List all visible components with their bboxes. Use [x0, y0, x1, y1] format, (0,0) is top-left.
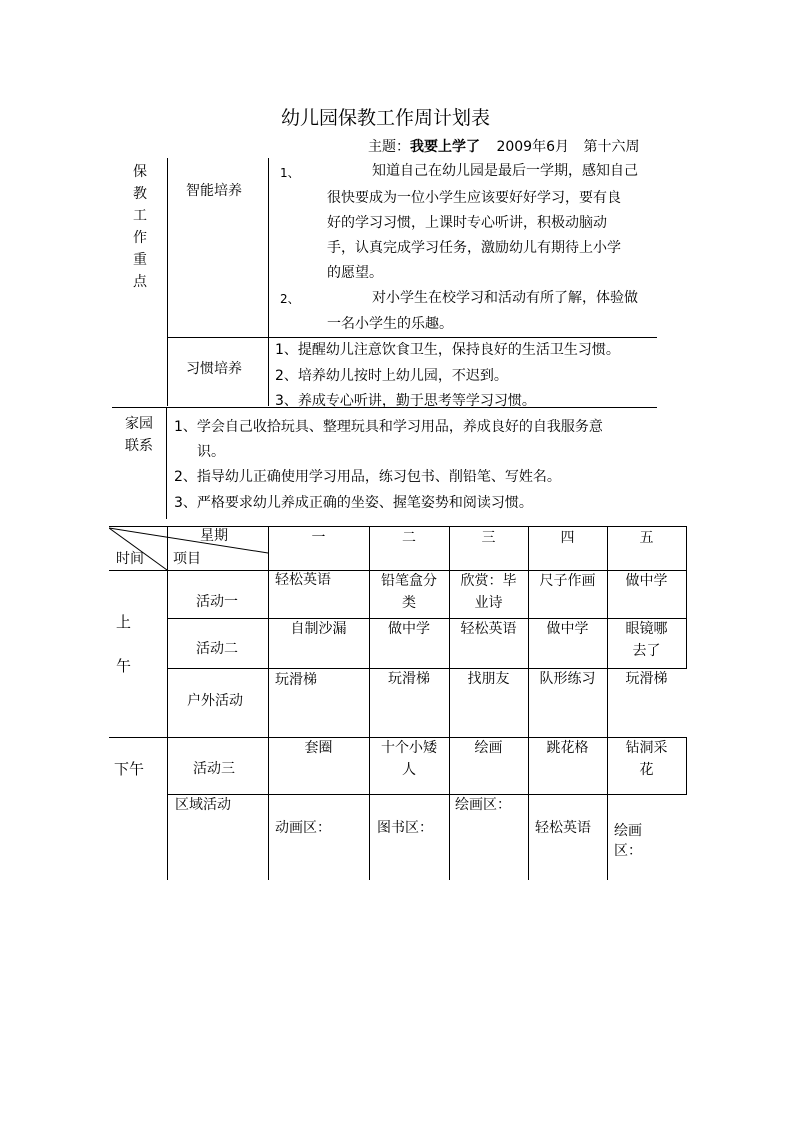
header-xiangmu: 项目 [173, 551, 201, 567]
subtitle [368, 140, 639, 154]
table-cell: 绘画 [474, 740, 503, 756]
divider [268, 158, 269, 406]
text-line: 对小学生在校学习和活动有所了解，体验做 [372, 290, 638, 306]
table-cell: 图书区： [377, 820, 433, 836]
table-cell: 轻松英语 [460, 621, 517, 637]
table-cell: 玩滑梯 [625, 671, 668, 687]
grid-line [167, 526, 168, 880]
table-cell: 轻松英语 [275, 572, 331, 588]
grid-line [167, 794, 687, 795]
text-line: 一名小学生的乐趣。 [327, 316, 453, 332]
table-cell: 做中学 [388, 621, 430, 637]
divider [167, 158, 168, 406]
table-cell: 十个小矮 人 [381, 740, 437, 778]
text-line: 2、指导幼儿正确使用学习用品，练习包书、削铅笔、写姓名。 [174, 469, 561, 485]
text-line: 3、养成专心听讲，勤于思考等学习习惯。 [275, 393, 536, 409]
day-header: 一 [311, 530, 326, 546]
morning-label-2: 午 [116, 657, 132, 675]
morning-label-1: 上 [116, 613, 132, 631]
table-cell: 跳花格 [546, 740, 589, 756]
row-label: 活动一 [196, 594, 238, 610]
table-cell: 欣赏：毕 业诗 [460, 573, 517, 611]
text-line: 1、提醒幼儿注意饮食卫生，保持良好的生活卫生习惯。 [275, 342, 620, 358]
day-header: 四 [560, 530, 575, 546]
day-header: 五 [639, 530, 654, 546]
text-line: 识。 [197, 444, 225, 460]
item-number: 2、 [280, 292, 300, 306]
table-cell: 眼镜哪 去了 [625, 621, 668, 659]
divider [167, 337, 657, 338]
table-cell: 玩滑梯 [275, 672, 317, 688]
table-cell: 铅笔盒分 类 [381, 573, 437, 611]
text-line: 2、培养幼儿按时上幼儿园，不迟到。 [275, 368, 508, 384]
afternoon-label: 下午 [114, 760, 145, 778]
row-label: 活动三 [193, 761, 235, 777]
day-header: 二 [402, 530, 416, 546]
xiguan-label: 习惯培养 [186, 361, 242, 377]
grid-line [268, 526, 269, 880]
day-header: 三 [481, 530, 496, 546]
text-line: 很快要成为一位小学生应该要好好学习，要有良 [327, 190, 621, 206]
table-cell: 做中学 [546, 621, 589, 637]
text-line: 好的学习习惯，上课时专心听讲，积极动脑动 [327, 215, 607, 231]
divider [166, 407, 167, 519]
row-label: 活动二 [196, 641, 238, 657]
table-cell: 自制沙漏 [290, 621, 347, 637]
text-line: 手，认真完成学习任务，激励幼儿有期待上小学 [327, 240, 621, 256]
month-value: 2009年6月 [496, 139, 569, 155]
header-xingqi: 星期 [200, 528, 228, 544]
theme-label: 主题： [368, 139, 410, 155]
table-cell: 套圈 [304, 740, 333, 756]
table-cell: 做中学 [625, 573, 668, 589]
header-shijian: 时间 [116, 551, 144, 567]
grid-line [686, 526, 687, 668]
section-label-baojiao: 保 教 工 作 重 点 [133, 164, 147, 290]
text-line: 1、学会自己收拾玩具、整理玩具和学习用品，养成良好的自我服务意 [174, 419, 603, 435]
table-cell: 钻洞采 花 [625, 740, 668, 778]
table-cell: 尺子作画 [539, 573, 596, 589]
section-label-jiayuan: 家园 联系 [125, 416, 153, 454]
week-value: 第十六周 [583, 139, 640, 155]
row-label: 区域活动 [175, 797, 231, 813]
row-label: 户外活动 [187, 693, 243, 709]
table-cell: 玩滑梯 [388, 671, 430, 687]
text-line: 知道自己在幼儿园是最后一学期，感知自己 [372, 163, 638, 179]
table-cell: 绘画区： [455, 797, 511, 813]
zhineng-label: 智能培养 [186, 183, 242, 199]
text-line: 3、严格要求幼儿养成正确的坐姿、握笔姿势和阅读习惯。 [174, 495, 533, 511]
table-cell: 找朋友 [467, 671, 510, 687]
page-title: 幼儿园保教工作周计划表 [281, 107, 491, 129]
table-cell: 轻松英语 [535, 820, 591, 836]
text-line: 的愿望。 [327, 265, 383, 281]
table-cell: 队形练习 [539, 671, 596, 687]
item-number: 1、 [280, 166, 300, 180]
grid-line [686, 737, 687, 794]
table-cell: 动画区： [275, 820, 331, 836]
table-cell: 绘画 区： [614, 823, 642, 859]
theme-value: 我要上学了 [410, 139, 480, 155]
